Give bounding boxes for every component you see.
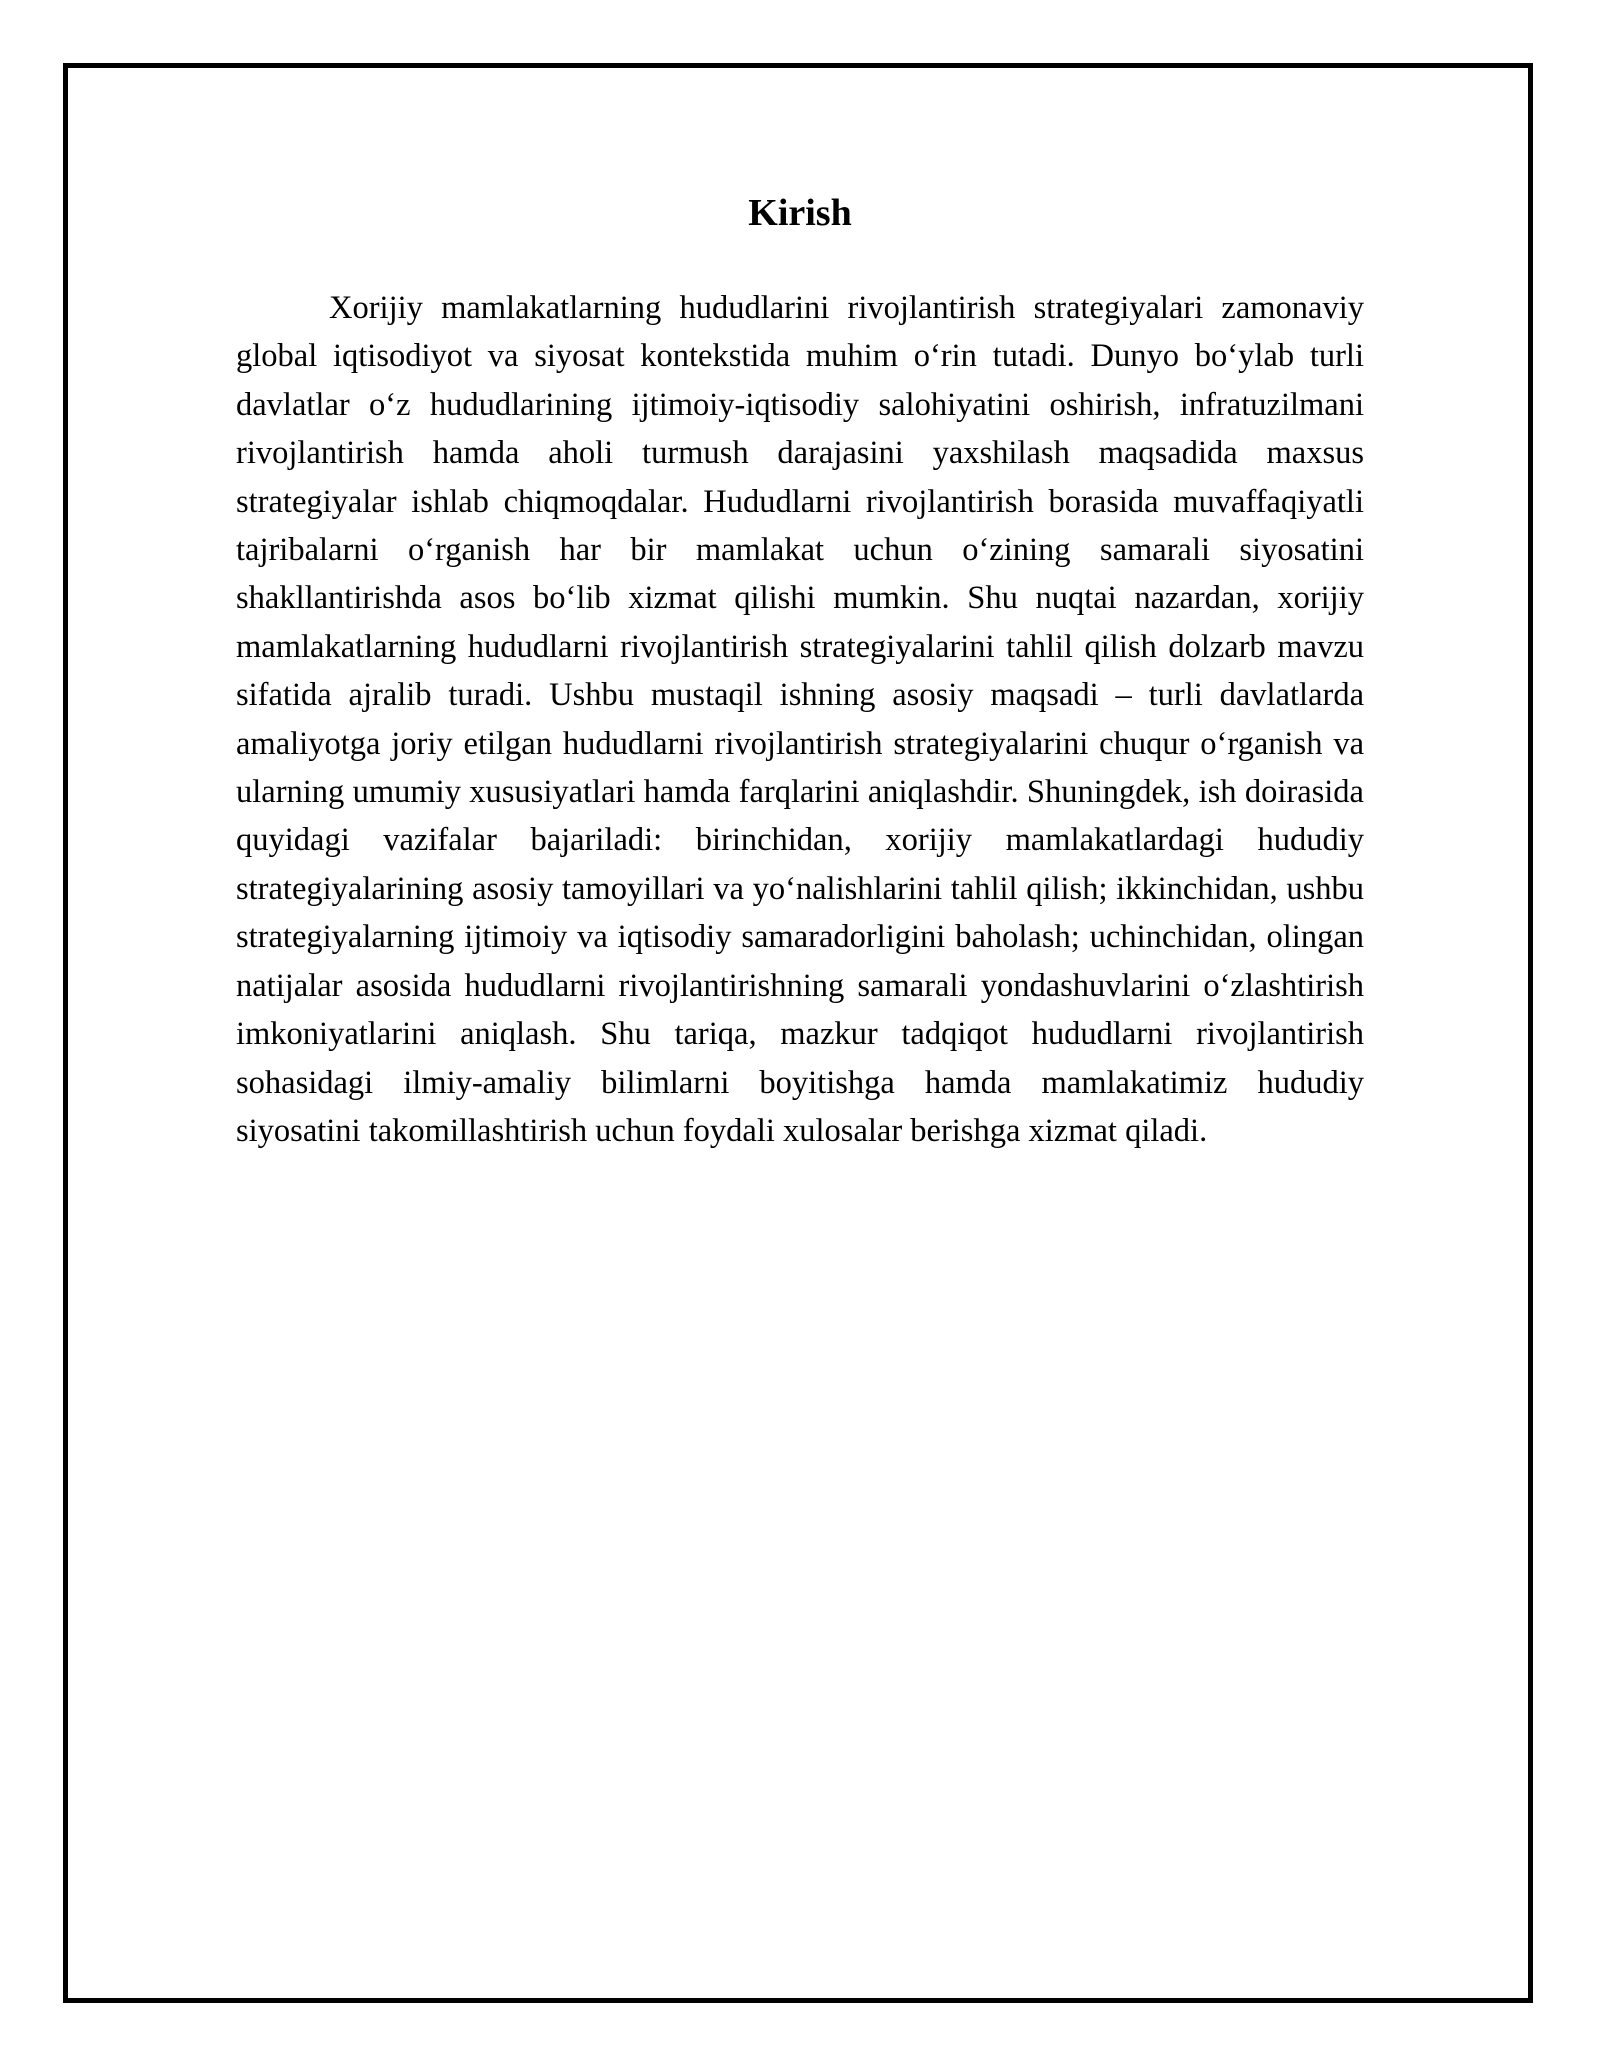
body-paragraph: Xorijiy mamlakatlarning hududlarini rivojlantirish strategiyalari zamonaviy global iqtisodiyot va siyosat kontekstida muhim oʻrin tutadi. Dunyo boʻylab turli davlatlar oʻz hududlarining ijtimoiy-iqtisodiy salohiyatini oshirish, infratuzilmani rivojlantirish hamda aholi turmush darajasini yaxshilash maqsadida maxsus strategiyalar ishlab chiqmoqdalar. Hududlarni rivojlantirish borasida muvaffaqiyatli tajribalarni oʻrganish har bir mamlakat uchun oʻzining samarali siyosatini shakllantirishda asos boʻlib xizmat qilishi mumkin. Shu nuqtai nazardan, xorijiy mamlakatlarning hududlarni rivojlantirish strategiyalarini tahlil qilish dolzarb mavzu sifatida ajralib turadi. Ushbu mustaqil ishning asosiy maqsadi – turli davlatlarda amaliyotga joriy etilgan hududlarni rivojlantirish strategiyalarini chuqur oʻrganish va ularning umumiy xususiyatlari hamda farqlarini aniqlashdir. Shuningdek, ish doirasida quyidagi vazifalar bajariladi: birinchidan, xorijiy mamlakatlardagi hududiy strategiyalarining asosiy tamoyillari va yoʻnalishlarini tahlil qilish; ikkinchidan, ushbu strategiyalarning ijtimoiy va iqtisodiy samaradorligini baholash; uchinchidan, olingan natijalar asosida hududlarni rivojlantirishning samarali yondashuvlarini oʻzlashtirish imkoniyatlarini aniqlash. Shu tariqa, mazkur tadqiqot hududlarni rivojlantirish sohasidagi ilmiy-amaliy bilimlarni boyitishga hamda mamlakatimiz hududiy siyosatini takomillashtirish uchun foydali xulosalar berishga xizmat qiladi. <box>236 290 1364 1149</box>
document-content <box>236 185 1364 1155</box>
document-title: Kirish <box>748 192 852 234</box>
